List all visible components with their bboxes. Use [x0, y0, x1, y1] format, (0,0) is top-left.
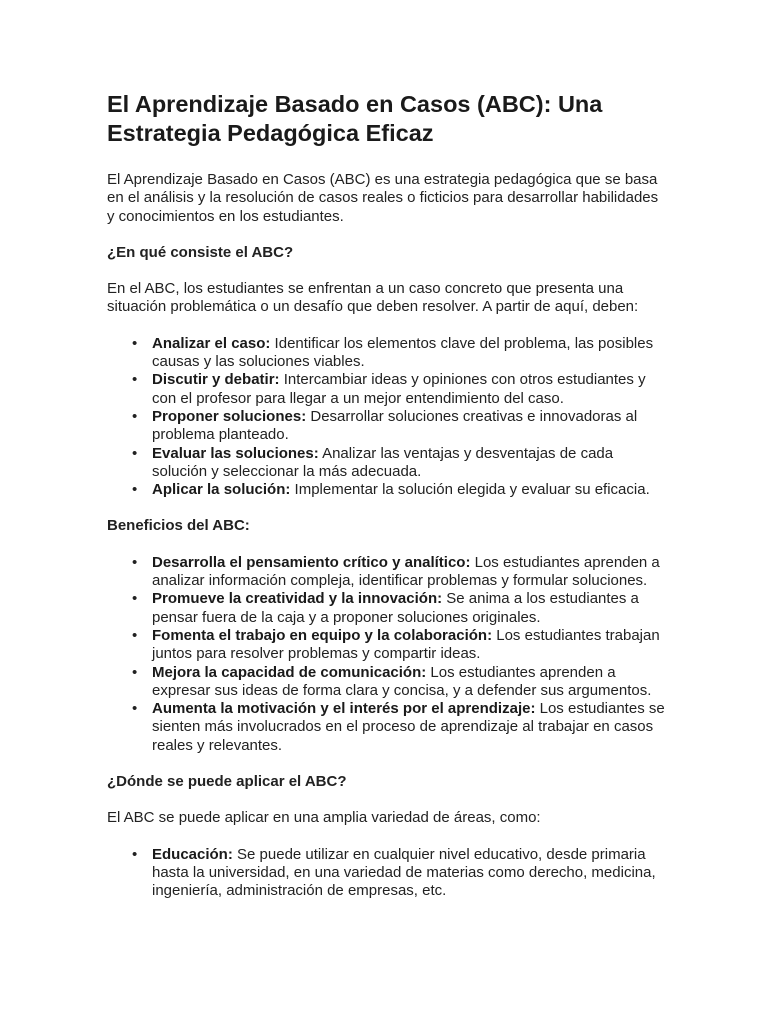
section-heading-beneficios: Beneficios del ABC: — [107, 517, 250, 535]
intro-paragraph: El Aprendizaje Basado en Casos (ABC) es una estrategia pedagógica que se basa en el análisis y la resolución de casos reales o ficticios para desarrollar habilidades y conocimientos en los estudiantes. — [107, 171, 659, 225]
bullet-icon: • — [132, 371, 138, 389]
list-item-text: Analizar las ventajas y desventajas de cada solución y seleccionar la más adecuada. — [152, 444, 614, 480]
section-heading-consiste: ¿En qué consiste el ABC? — [107, 243, 294, 261]
list-item-term: Fomenta el trabajo en equipo y la colaboración: — [152, 626, 493, 644]
section-paragraph-aplicar: El ABC se puede aplicar en una amplia variedad de áreas, como: — [107, 809, 541, 827]
steps-list — [107, 335, 667, 500]
list-item-term: Analizar el caso: — [152, 334, 271, 352]
section-paragraph-consiste: En el ABC, los estudiantes se enfrentan a un caso concreto que presenta una situación problemática o un desafío que deben resolver. A partir de aquí, deben: — [107, 280, 639, 316]
list-item — [132, 845, 667, 901]
list-item-term: Desarrolla el pensamiento crítico y analítico: — [152, 553, 471, 571]
document-title: El Aprendizaje Basado en Casos (ABC): Una Estrategia Pedagógica Eficaz — [107, 91, 603, 146]
list-item-text: Los estudiantes se sienten más involucrados en el proceso de aprendizaje al trabajar en casos reales y relevantes. — [152, 700, 665, 754]
list-item — [132, 334, 667, 372]
list-item-term: Mejora la capacidad de comunicación: — [152, 663, 427, 681]
list-item — [132, 700, 667, 755]
list-item-text: Se anima a los estudiantes a pensar fuera de la caja y a proponer soluciones originales. — [152, 590, 639, 626]
bullet-icon: • — [132, 334, 138, 352]
section-heading-aplicar: ¿Dónde se puede aplicar el ABC? — [107, 773, 347, 791]
bullet-icon: • — [132, 481, 138, 499]
bullet-icon: • — [132, 626, 138, 644]
bullet-icon: • — [132, 407, 138, 425]
list-item — [132, 626, 667, 664]
list-item — [132, 481, 667, 499]
bullet-icon: • — [132, 444, 138, 462]
list-item-text: Los estudiantes aprenden a expresar sus ideas de forma clara y concisa, y a defender sus argumentos. — [152, 663, 652, 699]
list-item-term: Promueve la creatividad y la innovación: — [152, 590, 443, 608]
list-item-term: Discutir y debatir: — [152, 371, 280, 389]
list-item-text: Intercambiar ideas y opiniones con otros estudiantes y con el profesor para llegar a un mejor entendimiento del caso. — [152, 371, 646, 407]
bullet-icon: • — [132, 663, 138, 681]
bullet-icon: • — [132, 845, 138, 863]
benefits-list — [107, 554, 667, 755]
list-item — [132, 407, 667, 445]
list-item-text: Desarrollar soluciones creativas e innovadoras al problema planteado. — [152, 407, 638, 444]
list-item-text: Implementar la solución elegida y evaluar su eficacia. — [290, 481, 650, 499]
list-item-term: Aplicar la solución: — [152, 481, 291, 499]
list-item-text: Se puede utilizar en cualquier nivel educativo, desde primaria hasta la universidad, en una variedad de materias como derecho, medicina, ingeniería, administración de empresas, etc. — [152, 845, 656, 900]
bullet-icon: • — [132, 700, 138, 718]
list-item — [132, 590, 667, 627]
list-item-text: Identificar los elementos clave del problema, las posibles causas y las soluciones viables. — [152, 334, 654, 371]
bullet-icon: • — [132, 590, 138, 608]
list-item-text: Los estudiantes trabajan juntos para resolver problemas y compartir ideas. — [152, 626, 660, 663]
list-item-text: Los estudiantes aprenden a analizar información compleja, identificar problemas y formular soluciones. — [152, 553, 660, 590]
list-item — [132, 663, 667, 701]
list-item-term: Aumenta la motivación y el interés por el aprendizaje: — [152, 700, 536, 718]
list-item-term: Proponer soluciones: — [152, 407, 307, 425]
list-item — [132, 553, 667, 591]
list-item — [132, 371, 667, 408]
bullet-icon: • — [132, 553, 138, 571]
list-item-term: Evaluar las soluciones: — [152, 444, 319, 462]
list-item — [132, 444, 667, 482]
list-item-term: Educación: — [152, 845, 233, 863]
areas-list — [107, 846, 667, 901]
